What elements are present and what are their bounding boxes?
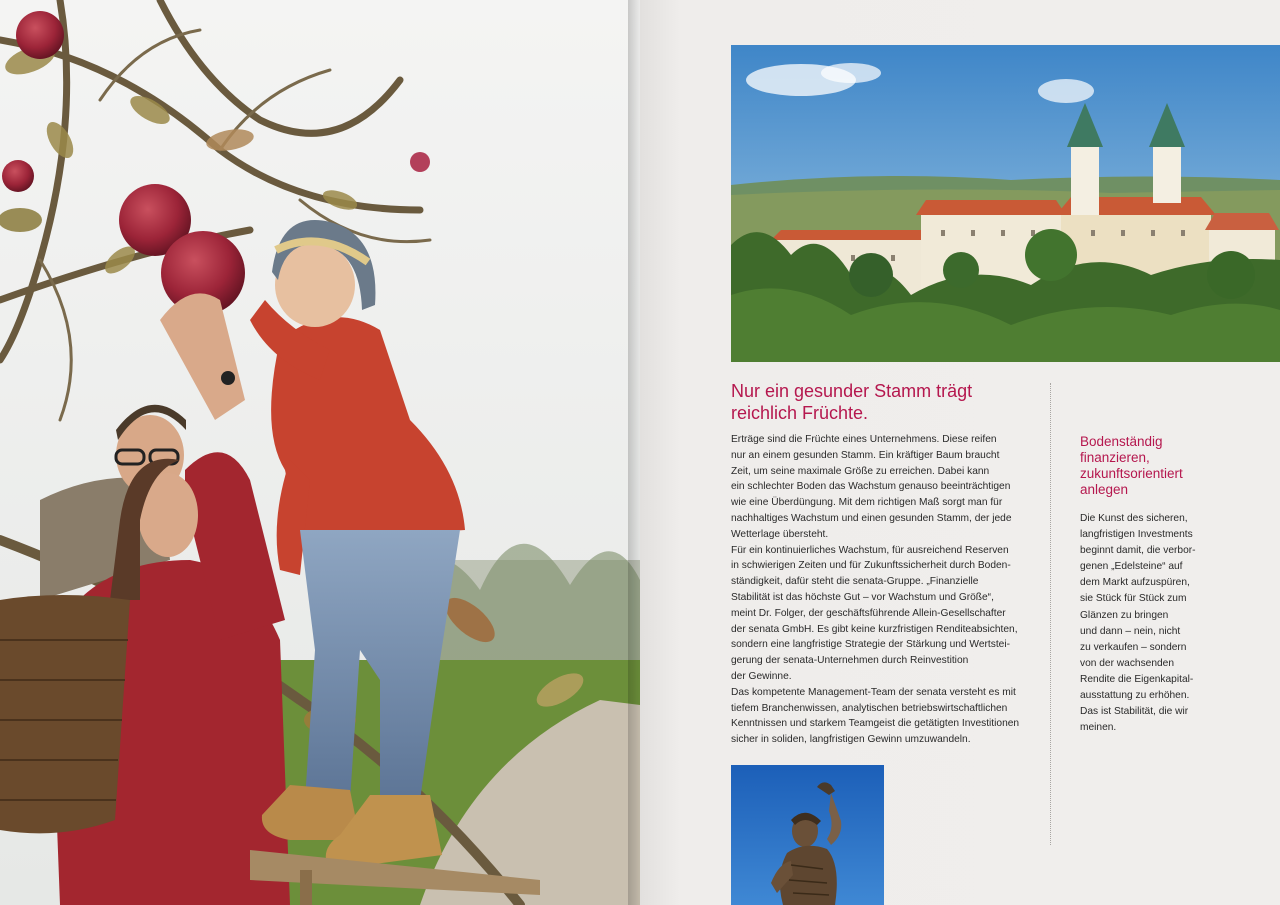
body-line: gerung der senata-Unternehmen durch Reinvestition: [731, 655, 969, 667]
body-line: in schwierigen Zeiten und für Zukunftssicherheit durch Boden-: [731, 560, 1011, 572]
body-line: ständigkeit, dafür steht die senata-Gruppe. „Finanzielle: [731, 576, 979, 588]
sidebar-line: Rendite die Eigenkapital-: [1080, 673, 1194, 685]
article-body: [731, 432, 1041, 748]
body-line: der senata GmbH. Es gibt keine kurzfristigen Renditeabsichten,: [731, 623, 1018, 635]
sidebar-line: langfristigen Investments: [1080, 529, 1193, 541]
body-line: Zeit, um seine maximale Größe zu erreichen. Dabei kann: [731, 465, 990, 477]
sidebar-line: von der wachsenden: [1080, 657, 1175, 669]
sidebar-line: meinen.: [1080, 722, 1117, 734]
sidebar-line: sie Stück für Stück zum: [1080, 593, 1187, 605]
bavaria-statue-photo: [731, 765, 884, 905]
sidebar-title-line: zukunftsorientiert: [1080, 466, 1183, 481]
monastery-photo: [731, 45, 1280, 362]
sidebar-line: dem Markt aufzuspüren,: [1080, 577, 1190, 589]
sidebar-line: Glänzen zu bringen: [1080, 609, 1169, 621]
article-headline: Nur ein gesunder Stamm trägt reichlich Früchte.: [731, 381, 973, 423]
sidebar-title-line: anlegen: [1080, 482, 1129, 497]
body-line: Erträge sind die Früchte eines Unternehmens. Diese reifen: [731, 434, 997, 445]
sidebar-line: Das ist Stabilität, die wir: [1080, 706, 1189, 718]
sidebar-line: beginnt damit, die verbor-: [1080, 545, 1196, 557]
sidebar-title-line: finanzieren,: [1080, 450, 1150, 465]
body-line: Für ein kontinuierliches Wachstum, für ausreichend Reserven: [731, 544, 1009, 556]
statue-illustration: [731, 765, 884, 905]
monastery-illustration: [731, 45, 1280, 362]
sidebar-line: ausstattung zu erhöhen.: [1080, 690, 1190, 702]
body-line: ein schlechter Boden das Wachstum genauso beeinträchtigen: [731, 481, 1011, 493]
body-line: Kenntnissen und starkem Teamgeist die getätigten Investitionen: [731, 718, 1020, 730]
body-line: der Gewinne.: [731, 670, 792, 682]
body-line: nachhaltiges Wachstum und einen gesunden Stamm, der jede: [731, 512, 1012, 524]
body-line: Wetterlage übersteht.: [731, 528, 829, 540]
sidebar-title-line: Bodenständig: [1080, 434, 1163, 449]
body-line: sicher in soliden, langfristigen Gewinn umzuwandeln.: [731, 734, 971, 746]
body-line: Das kompetente Management-Team der senata versteht es mit: [731, 686, 1016, 698]
sidebar-body: [1080, 511, 1230, 736]
body-line: wie eine Überdüngung. Mit dem richtigen Maß sorgt man für: [731, 497, 1003, 509]
column-divider: [1050, 383, 1051, 845]
sidebar-line: und dann – nein, nicht: [1080, 625, 1181, 637]
sidebar-line: genen „Edelsteine“ auf: [1080, 561, 1183, 573]
sidebar-line: Die Kunst des sicheren,: [1080, 513, 1188, 524]
sidebar-line: zu verkaufen – sondern: [1080, 641, 1187, 653]
body-line: tiefem Branchenwissen, analytischen betriebswirtschaftlichen: [731, 702, 1008, 714]
body-line: Stabilität ist das höchste Gut – vor Wachstum und Größe“,: [731, 591, 994, 603]
body-line: sondern eine langfristige Strategie der Stärkung und Wertstei-: [731, 639, 1010, 651]
sidebar-title: [1080, 434, 1220, 498]
body-line: nur an einem gesunden Stamm. Ein kräftiger Baum braucht: [731, 449, 1000, 461]
body-line: meint Dr. Folger, der geschäftsführende Allein-Gesellschafter: [731, 607, 1006, 619]
